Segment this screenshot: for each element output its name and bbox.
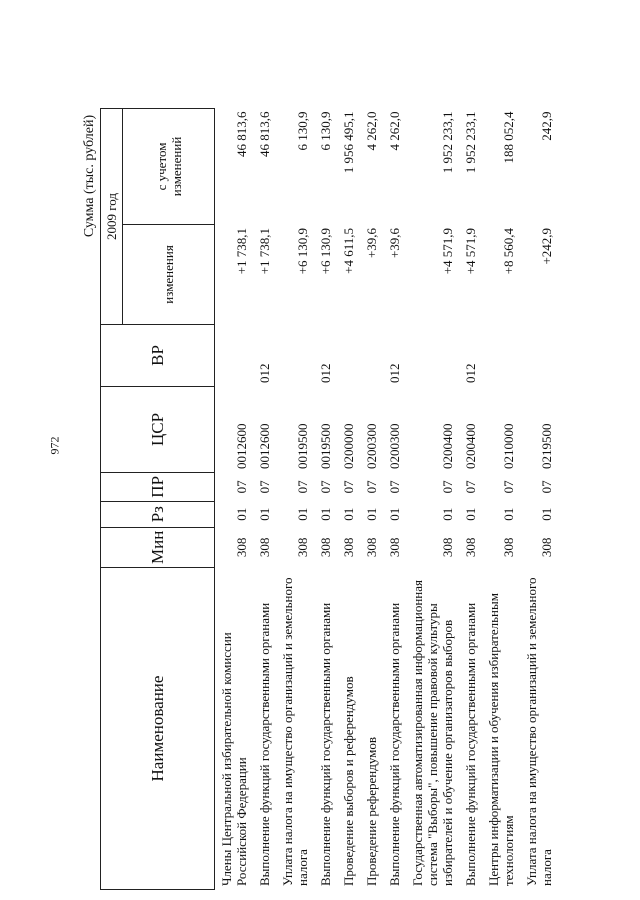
row-rz: 01 <box>364 507 379 521</box>
header-vr: ВР <box>101 324 215 386</box>
row-vr <box>482 324 520 386</box>
table-row <box>253 108 276 889</box>
row-vr <box>337 324 360 386</box>
row-min: 308 <box>463 537 478 558</box>
header-name: Наименование <box>101 568 215 890</box>
row-rz: 01 <box>539 507 554 521</box>
row-change: +242,9 <box>539 227 554 265</box>
row-vr <box>360 324 383 386</box>
row-total: 6 130,9 <box>318 111 333 151</box>
row-change: +4 571,9 <box>463 227 478 275</box>
row-total: 1 952 233,1 <box>440 111 455 174</box>
header-rz: Рз <box>101 501 215 527</box>
row-min: 308 <box>364 537 379 558</box>
row-pr: 07 <box>234 480 249 494</box>
row-pr: 07 <box>463 480 478 494</box>
row-csr: 0012600 <box>234 423 249 469</box>
row-total: 6 130,9 <box>295 111 310 151</box>
row-name: Уплата налога на имущество организаций и земельного налога <box>524 577 554 886</box>
row-vr <box>276 324 314 386</box>
row-change: +39,6 <box>387 227 402 259</box>
row-change: +6 130,9 <box>318 227 333 275</box>
row-min: 308 <box>295 537 310 558</box>
row-total: 46 813,6 <box>257 111 272 157</box>
table-row <box>406 108 459 889</box>
row-rz: 01 <box>387 507 402 521</box>
row-name: Уплата налога на имущество организаций и земельного налога <box>280 577 310 886</box>
row-csr: 0012600 <box>257 423 272 469</box>
row-vr: 012 <box>318 363 333 383</box>
header-min: Мин <box>101 527 215 567</box>
row-csr: 0200300 <box>364 423 379 469</box>
row-pr: 07 <box>539 480 554 494</box>
row-min: 308 <box>539 537 554 558</box>
row-total: 242,9 <box>539 111 554 141</box>
row-csr: 0019500 <box>318 423 333 469</box>
table-row <box>360 108 383 889</box>
row-total: 1 952 233,1 <box>463 111 478 174</box>
row-rz: 01 <box>440 507 455 521</box>
header-with-changes: с учетом изменений <box>123 108 215 224</box>
row-min: 308 <box>257 537 272 558</box>
row-change: +1 738,1 <box>234 227 249 275</box>
row-rz: 01 <box>295 507 310 521</box>
table-row <box>383 108 406 889</box>
row-name: Выполнение функций государственными органами <box>387 602 402 886</box>
row-pr: 07 <box>295 480 310 494</box>
row-pr: 07 <box>387 480 402 494</box>
row-total: 4 262,0 <box>387 111 402 151</box>
row-csr: 0019500 <box>295 423 310 469</box>
row-pr: 07 <box>341 480 356 494</box>
row-name: Центры информатизации и обучения избирательным технологиям <box>486 593 516 886</box>
table-row <box>276 108 314 889</box>
header-csr: ЦСР <box>101 386 215 472</box>
row-rz: 01 <box>234 507 249 521</box>
row-csr: 0200400 <box>463 423 478 469</box>
row-name: Члены Центральной избирательной комиссии Российской Федерации <box>219 632 249 886</box>
row-vr: 012 <box>463 363 478 383</box>
row-vr: 012 <box>387 363 402 383</box>
table-row <box>482 108 520 889</box>
row-min: 308 <box>501 537 516 558</box>
sum-caption: Сумма (тыс. рублей) <box>82 114 97 238</box>
row-pr: 07 <box>257 480 272 494</box>
row-min: 308 <box>387 537 402 558</box>
row-rz: 01 <box>318 507 333 521</box>
row-pr: 07 <box>501 480 516 494</box>
budget-table <box>100 108 558 890</box>
header-year: 2009 год <box>101 108 123 324</box>
row-change: +4 611,5 <box>341 227 356 274</box>
row-total: 4 262,0 <box>364 111 379 151</box>
row-change: +1 738,1 <box>257 227 272 275</box>
row-name: Проведение референдумов <box>364 736 379 886</box>
row-change: +4 571,9 <box>440 227 455 275</box>
row-name: Государственная автоматизированная информационная система "Выборы", повышение правовой культуры избирателей и обучение организаторов выборов <box>410 580 455 886</box>
row-vr <box>406 324 459 386</box>
table-row <box>337 108 360 889</box>
row-rz: 01 <box>257 507 272 521</box>
table-row <box>314 108 337 889</box>
row-min: 308 <box>234 537 249 558</box>
table-row <box>215 108 254 889</box>
row-csr: 0200400 <box>440 423 455 469</box>
table-body <box>215 108 559 889</box>
row-name: Выполнение функций государственными органами <box>257 602 272 886</box>
row-csr: 0219500 <box>539 423 554 469</box>
row-rz: 01 <box>341 507 356 521</box>
row-name: Выполнение функций государственными органами <box>318 602 333 886</box>
header-changes: изменения <box>123 224 215 324</box>
row-change: +8 560,4 <box>501 227 516 275</box>
row-vr: 012 <box>257 363 272 383</box>
row-pr: 07 <box>364 480 379 494</box>
row-total: 1 956 495,1 <box>341 111 356 174</box>
row-pr: 07 <box>318 480 333 494</box>
page-number: 972 <box>47 436 62 455</box>
row-min: 308 <box>318 537 333 558</box>
row-total: 188 052,4 <box>501 111 516 164</box>
row-change: +6 130,9 <box>295 227 310 275</box>
row-change: +39,6 <box>364 227 379 259</box>
row-pr: 07 <box>440 480 455 494</box>
row-csr: 0210000 <box>501 423 516 469</box>
table-row <box>520 108 558 889</box>
row-rz: 01 <box>501 507 516 521</box>
row-csr: 0200000 <box>341 423 356 469</box>
budget-table-container <box>80 60 610 890</box>
row-name: Выполнение функций государственными органами <box>463 602 478 886</box>
row-csr: 0200300 <box>387 423 402 469</box>
row-rz: 01 <box>463 507 478 521</box>
table-row <box>459 108 482 889</box>
row-vr <box>215 324 254 386</box>
row-name: Проведение выборов и референдумов <box>341 676 356 886</box>
header-pr: ПР <box>101 472 215 501</box>
row-total: 46 813,6 <box>234 111 249 157</box>
row-vr <box>520 324 558 386</box>
row-min: 308 <box>440 537 455 558</box>
row-min: 308 <box>341 537 356 558</box>
